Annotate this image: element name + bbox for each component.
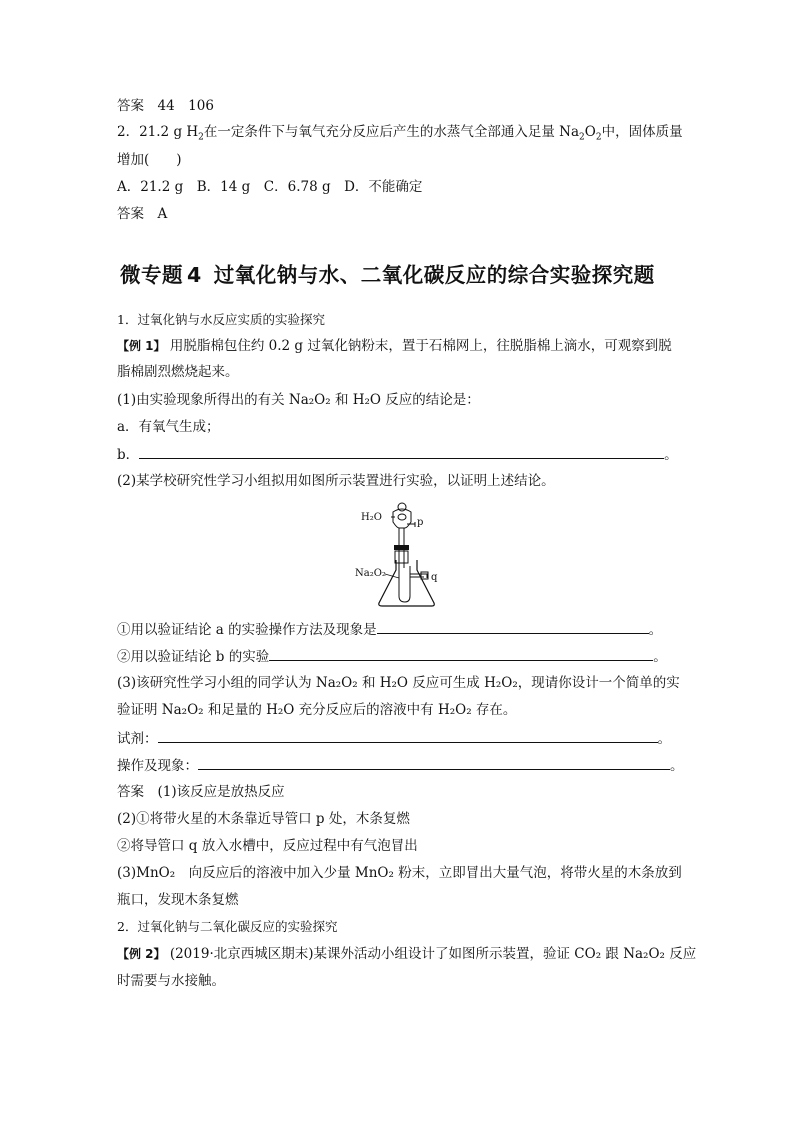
answer-blank[interactable] xyxy=(198,756,670,770)
answer-blank[interactable] xyxy=(139,445,664,459)
conical-flask xyxy=(379,560,434,606)
example-2-line2: 时需要与水接触。 xyxy=(117,973,225,989)
example-2-line1: 【例 2】 (2019·北京西城区期末)某课外活动小组设计了如图所示装置，验证 CO₂ 跟 Na₂O₂ 反应 xyxy=(117,946,697,962)
stopcock xyxy=(398,514,406,520)
question-1a: a．有氧气生成； xyxy=(117,419,220,435)
answer-line: 答案 44 106 xyxy=(117,98,214,114)
question-2-answer: 答案 A xyxy=(117,206,168,222)
answer-3-line1: (3)MnO₂ 向反应后的溶液中加入少量 MnO₂ 粉末，立即冒出大量气泡，将带火星的木条放到 xyxy=(117,865,682,881)
test-tube xyxy=(399,566,410,602)
label-na2o2: Na₂O₂ xyxy=(355,568,386,579)
question-2: (2)某学校研究性学习小组拟用如图所示装置进行实验，以证明上述结论。 xyxy=(117,473,555,489)
question-1b: b． 。 xyxy=(117,447,678,463)
funnel-body xyxy=(393,509,411,528)
question-3-line2: 验证明 Na₂O₂ 和足量的 H₂O 充分反应后的溶液中有 H₂O₂ 存在。 xyxy=(117,702,517,718)
section-title: 微专题 4 过氧化钠与水、二氧化碳反应的综合实验探究题 xyxy=(120,263,655,287)
question-2-line1: 2．21.2 g $H_2$在一定条件下与氧气充分反应后产生的水蒸气全部通入足量 $Na_2O_2$中，固体质量 xyxy=(117,124,683,143)
question-2-options: A．21.2 g B．14 g C．6.78 g D．不能确定 xyxy=(117,179,423,195)
question-2-2: ②用以验证结论 b 的实验 。 xyxy=(117,649,667,665)
label-p: p xyxy=(417,517,424,528)
question-1: (1)由实验现象所得出的有关 Na₂O₂ 和 H₂O 反应的结论是： xyxy=(117,392,480,408)
question-2-line2: 增加( ) xyxy=(117,152,182,168)
example-2-tag: 【例 2】 xyxy=(117,947,166,961)
stopper xyxy=(395,551,408,563)
apparatus-figure xyxy=(355,498,455,610)
part1-heading: 1．过氧化钠与水反应实质的实验探究 xyxy=(117,312,325,327)
question-3-line1: (3)该研究性学习小组的同学认为 Na₂O₂ 和 H₂O 反应可生成 H₂O₂，现请你设计一个简单的实 xyxy=(117,675,680,691)
operation-line: 操作及现象： 。 xyxy=(117,758,684,774)
label-water: H₂O xyxy=(361,512,382,523)
stopper-top xyxy=(394,545,409,550)
label-q: q xyxy=(431,572,438,583)
answer-blank[interactable] xyxy=(158,729,658,743)
question-2-1: ①用以验证结论 a 的实验操作方法及现象是 。 xyxy=(117,622,663,638)
answer-1: 答案 (1)该反应是放热反应 xyxy=(117,784,285,800)
answer-blank[interactable] xyxy=(377,620,649,634)
answer-2-1: (2)①将带火星的木条靠近导管口 p 处，木条复燃 xyxy=(117,811,410,827)
answer-3-line2: 瓶口，发现木条复燃 xyxy=(117,892,239,908)
reagent-line: 试剂： 。 xyxy=(117,731,671,747)
answer-blank[interactable] xyxy=(269,647,653,661)
example-1-tag: 【例 1】 xyxy=(117,339,166,353)
answer-2-2: ②将导管口 q 放入水槽中，反应过程中有气泡冒出 xyxy=(117,838,418,854)
example-1-line2: 脂棉剧烈燃烧起来。 xyxy=(117,364,239,380)
part2-heading: 2．过氧化钠与二氧化碳反应的实验探究 xyxy=(117,919,338,934)
example-1-line1: 【例 1】 用脱脂棉包住约 0.2 g 过氧化钠粉末，置于石棉网上，往脱脂棉上滴水，可观察到脱 xyxy=(117,338,672,354)
